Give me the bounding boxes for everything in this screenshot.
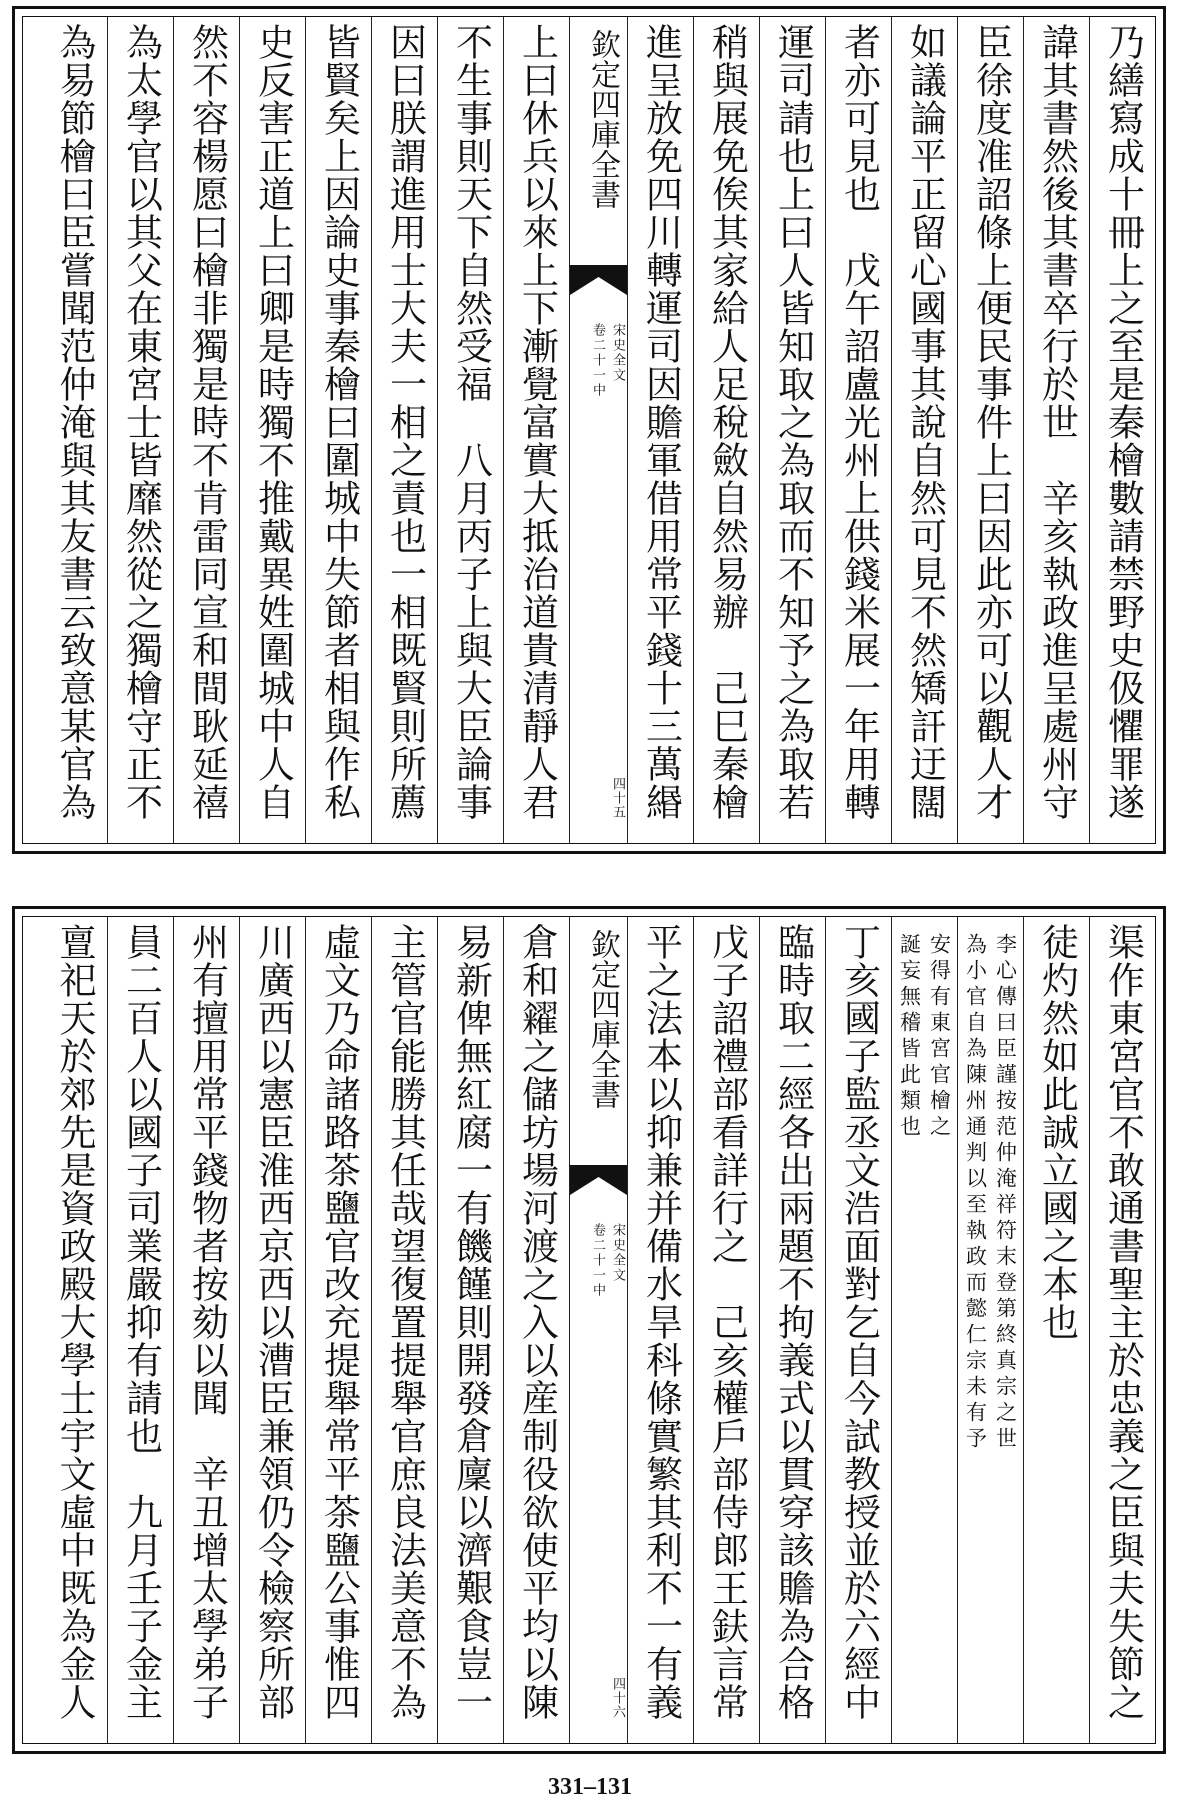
column-text: 運司請也上曰人皆知取之為取而不知予之為取若 (771, 23, 815, 821)
text-column (891, 17, 957, 843)
column-text: 戊子詔禮部看詳行之 己亥權戶部侍郎王鈇言常 (705, 923, 749, 1721)
column-text: 史反害正道上曰卿是時獨不推戴異姓圍城中人自 (251, 23, 295, 821)
column-text: 然不容楊愿曰檜非獨是時不肯雷同宣和間耿延禧 (185, 23, 229, 821)
text-column (1023, 917, 1089, 1743)
commentary-line: 李心傳曰臣謹按范仲淹祥符末登第終真宗之世 (993, 933, 1018, 1453)
column-text: 虛文乃命諸路茶鹽官改充提舉常平茶鹽公事惟四 (317, 923, 361, 1721)
column-text: 乃繕寫成十冊上之至是秦檜數請禁野史伋懼罪遂 (1101, 23, 1145, 821)
text-column (957, 17, 1023, 843)
column-text: 川廣西以憲臣淮西京西以漕臣兼領仍令檢察所部 (251, 923, 295, 1721)
center-fold-column (569, 917, 627, 1743)
text-column (371, 917, 437, 1743)
book-title: 欽定四庫全書 (585, 29, 620, 209)
volume-label: 宋史全文 卷二十一中 (590, 1223, 625, 1298)
text-column (305, 17, 371, 843)
column-text: 渠作東宮官不敢通書聖主於忠義之臣與夫失節之 (1101, 923, 1145, 1721)
fish-tail-ornament (570, 265, 627, 295)
column-text: 如議論平正留心國事其說自然可見不然矯訐迂闊 (903, 23, 947, 821)
text-column (371, 17, 437, 843)
column-text: 易新俾無紅腐一有饑饉則開發倉廩以濟艱食豈一 (449, 923, 493, 1721)
column-text: 亶祀天於郊先是資政殿大學士宇文虛中既為金人 (53, 923, 96, 1721)
text-column (503, 917, 569, 1743)
text-column (41, 17, 107, 843)
text-column (173, 917, 239, 1743)
leaf-number: 四十六 (610, 1677, 625, 1719)
column-text: 臣徐度准詔條上便民事件上曰因此亦可以觀人才 (969, 23, 1013, 821)
leaf-number: 四十五 (610, 777, 625, 819)
text-column (503, 17, 569, 843)
column-text: 為太學官以其父在東宮士皆靡然從之獨檜守正不 (119, 23, 163, 821)
page-number-footer: 331–131 (548, 1774, 632, 1800)
text-column (1089, 917, 1155, 1743)
text-column (759, 17, 825, 843)
text-column (239, 917, 305, 1743)
text-frame (22, 916, 1156, 1744)
column-text: 不生事則天下自然受福 八月丙子上與大臣論事 (449, 23, 493, 821)
column-text: 者亦可見也 戊午詔盧光州上供錢米展一年用轉 (837, 23, 881, 821)
book-title: 欽定四庫全書 (585, 929, 620, 1109)
text-column (239, 17, 305, 843)
commentary-line: 誕妄無稽皆此類也 (897, 933, 922, 1141)
text-column (41, 917, 107, 1743)
center-fold-column (569, 17, 627, 843)
text-column (437, 917, 503, 1743)
text-column (693, 917, 759, 1743)
text-column (627, 17, 693, 843)
folio-top (12, 6, 1166, 854)
folio-bottom (12, 906, 1166, 1754)
column-text: 因曰朕謂進用士大夫一相之責也一相既賢則所薦 (383, 23, 427, 821)
volume-label: 宋史全文 卷二十一中 (590, 323, 625, 398)
text-column (627, 917, 693, 1743)
text-frame (22, 16, 1156, 844)
text-column (825, 917, 891, 1743)
column-text: 平之法本以抑兼并備水旱科條實繁其利不一有義 (639, 923, 683, 1721)
text-column (173, 17, 239, 843)
column-text: 臨時取二經各出兩題不拘義式以貫穿該贍為合格 (771, 923, 815, 1721)
column-text: 丁亥國子監丞文浩面對乞自今試教授並於六經中 (837, 923, 881, 1721)
column-text: 徒灼然如此誠立國之本也 (1035, 923, 1079, 1341)
text-column (1089, 17, 1155, 843)
text-column (305, 917, 371, 1743)
text-column (437, 17, 503, 843)
text-column (759, 917, 825, 1743)
commentary-column (891, 917, 957, 1743)
commentary-line: 為小官自為陳州通判以至執政而懿仁宗未有予 (963, 933, 988, 1453)
column-text: 稍與展免俟其家給人足稅斂自然易辦 己巳秦檜 (705, 23, 749, 821)
column-text: 上曰休兵以來上下漸覺富實大抵治道貴清靜人君 (515, 23, 559, 821)
text-column (825, 17, 891, 843)
fish-tail-ornament (570, 1165, 627, 1195)
commentary-line: 安得有東宮官檜之 (927, 933, 952, 1141)
commentary-column (957, 917, 1023, 1743)
column-text: 倉和糴之儲坊場河渡之入以産制役欲使平均以陳 (515, 923, 559, 1721)
text-column (1023, 17, 1089, 843)
column-text: 州有擅用常平錢物者按劾以聞 辛丑增太學弟子 (185, 923, 229, 1721)
column-text: 諱其書然後其書卒行於世 辛亥執政進呈處州守 (1035, 23, 1079, 821)
text-column (693, 17, 759, 843)
column-text: 皆賢矣上因論史事秦檜曰圍城中失節者相與作私 (317, 23, 361, 821)
column-text: 進呈放免四川轉運司因贍軍借用常平錢十三萬緡 (639, 23, 683, 821)
column-text: 為易節檜曰臣嘗聞范仲淹與其友書云致意某官為 (53, 23, 96, 821)
text-column (107, 17, 173, 843)
column-text: 主管官能勝其任哉望復置提舉官庶良法美意不為 (383, 923, 427, 1721)
column-text: 員二百人以國子司業嚴抑有請也 九月壬子金主 (119, 923, 163, 1721)
text-column (107, 917, 173, 1743)
